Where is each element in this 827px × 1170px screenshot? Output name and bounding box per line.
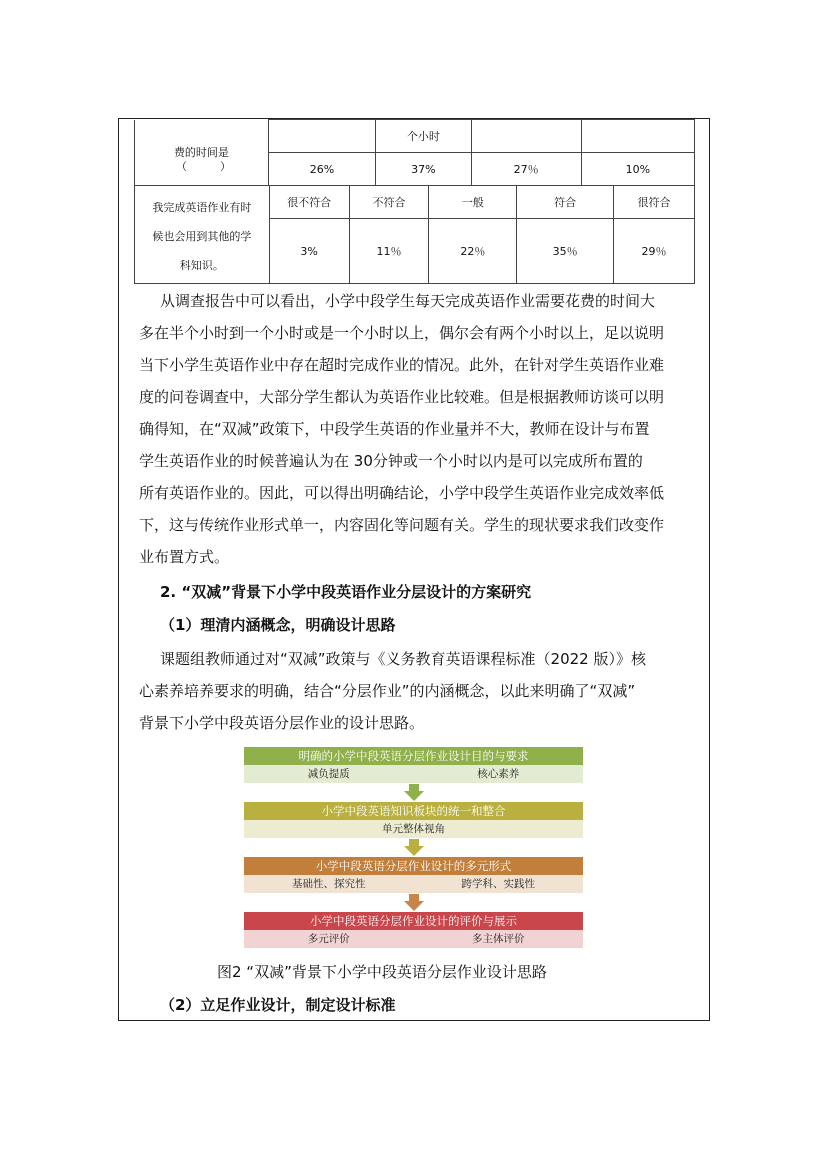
flow-item: 核心素养: [477, 768, 520, 780]
flow-step: [244, 802, 583, 838]
survey-q2-label-line: 科知识。: [179, 258, 224, 272]
body-line: 度的问卷调查中，大部分学生都认为英语作业比较难。但是根据教师访谈可以明: [139, 388, 665, 406]
flow-step-title: 明确的小学中段英语分层作业设计目的与要求: [244, 747, 583, 765]
survey-q2-label-line: 我完成英语作业有时: [152, 200, 252, 214]
flow-item: 基础性、探究性: [292, 878, 366, 890]
survey-value: 37%: [376, 153, 471, 186]
survey-value: 35％: [517, 219, 614, 284]
survey-value: 10%: [581, 153, 694, 186]
survey-value: 26%: [268, 153, 375, 186]
body-line: 心素养培养要求的明确，结合“分层作业”的内涵概念，以此来明确了“双减”: [139, 682, 636, 700]
body-line: 下，这与传统作业形式单一，内容固化等问题有关。学生的现状要求我们改变作: [139, 516, 665, 534]
subsection-heading: （2）立足作业设计，制定设计标准: [160, 996, 396, 1014]
flow-step-items: [244, 875, 583, 893]
flow-step-title: 小学中段英语分层作业设计的多元形式: [244, 857, 583, 875]
flow-item: 跨学科、实践性: [461, 878, 535, 890]
body-line: 背景下小学中段英语分层作业的设计思路。: [139, 714, 425, 732]
body-line: 多在半个小时到一个小时或是一个小时以上，偶尔会有两个小时以上，足以说明: [139, 324, 665, 342]
body-line: 学生英语作业的时候普遍认为在 30分钟或一个小时以内是可以完成所布置的: [139, 452, 643, 470]
survey-option: 一般: [429, 186, 517, 219]
figure-caption: 图2 “双减”背景下小学中段英语分层作业设计思路: [217, 963, 547, 981]
survey-cell: [268, 120, 375, 153]
survey-option: 符合: [517, 186, 614, 219]
survey-q2-label: [135, 186, 270, 284]
flow-arrow-icon: [244, 838, 583, 857]
flow-arrow-icon: [244, 783, 583, 802]
flow-step-title: 小学中段英语知识板块的统一和整合: [244, 802, 583, 820]
body-line: 确得知，在“双减”政策下，中段学生英语的作业量并不大，教师在设计与布置: [139, 420, 650, 438]
design-flow-diagram: [244, 747, 583, 948]
flow-step-title: 小学中段英语分层作业设计的评价与展示: [244, 912, 583, 930]
body-line: 当下小学生英语作业中存在超时完成作业的情况。此外，在针对学生英语作业难: [139, 356, 665, 374]
survey-q1-label: [135, 120, 269, 186]
survey-q2-label-line: 候也会用到其他的学: [152, 229, 252, 243]
section-heading: 2. “双减”背景下小学中段英语作业分层设计的方案研究: [160, 583, 532, 601]
survey-q1-label-line1: 费的时间是: [173, 146, 229, 160]
survey-value: 27％: [471, 153, 581, 186]
flow-step-items: [244, 765, 583, 783]
flow-arrow-icon: [244, 893, 583, 912]
subsection-heading: （1）理清内涵概念，明确设计思路: [160, 616, 396, 634]
flow-step-items: [244, 930, 583, 948]
survey-option: 不符合: [349, 186, 429, 219]
survey-table: [134, 119, 695, 186]
survey-value: 11％: [349, 219, 429, 284]
flow-item: 多主体评价: [472, 933, 525, 945]
flow-item: 减负提质: [307, 768, 350, 780]
survey-value: 29％: [614, 219, 695, 284]
body-line: 业布置方式。: [139, 548, 230, 566]
flow-step: [244, 747, 583, 783]
survey-q1-label-line2: （ ）: [176, 160, 231, 173]
survey-cell: 个小时: [376, 120, 471, 153]
body-line: 从调查报告中可以看出，小学中段学生每天完成英语作业需要花费的时间大: [160, 292, 656, 310]
survey-cell: [471, 120, 581, 153]
body-line: 课题组教师通过对“双减”政策与《义务教育英语课程标准（2022 版）》核: [160, 650, 646, 668]
flow-step-items: [244, 820, 583, 838]
survey-cell: [581, 120, 694, 153]
body-line: 所有英语作业的。因此，可以得出明确结论，小学中段学生英语作业完成效率低: [139, 484, 665, 502]
survey-value: 22％: [429, 219, 517, 284]
survey-table-q2: [134, 185, 695, 284]
survey-option: 很符合: [614, 186, 695, 219]
flow-item: 单元整体视角: [382, 823, 445, 835]
flow-item: 多元评价: [307, 933, 350, 945]
survey-option: 很不符合: [269, 186, 349, 219]
survey-value: 3%: [269, 219, 349, 284]
flow-step: [244, 912, 583, 948]
flow-step: [244, 857, 583, 893]
